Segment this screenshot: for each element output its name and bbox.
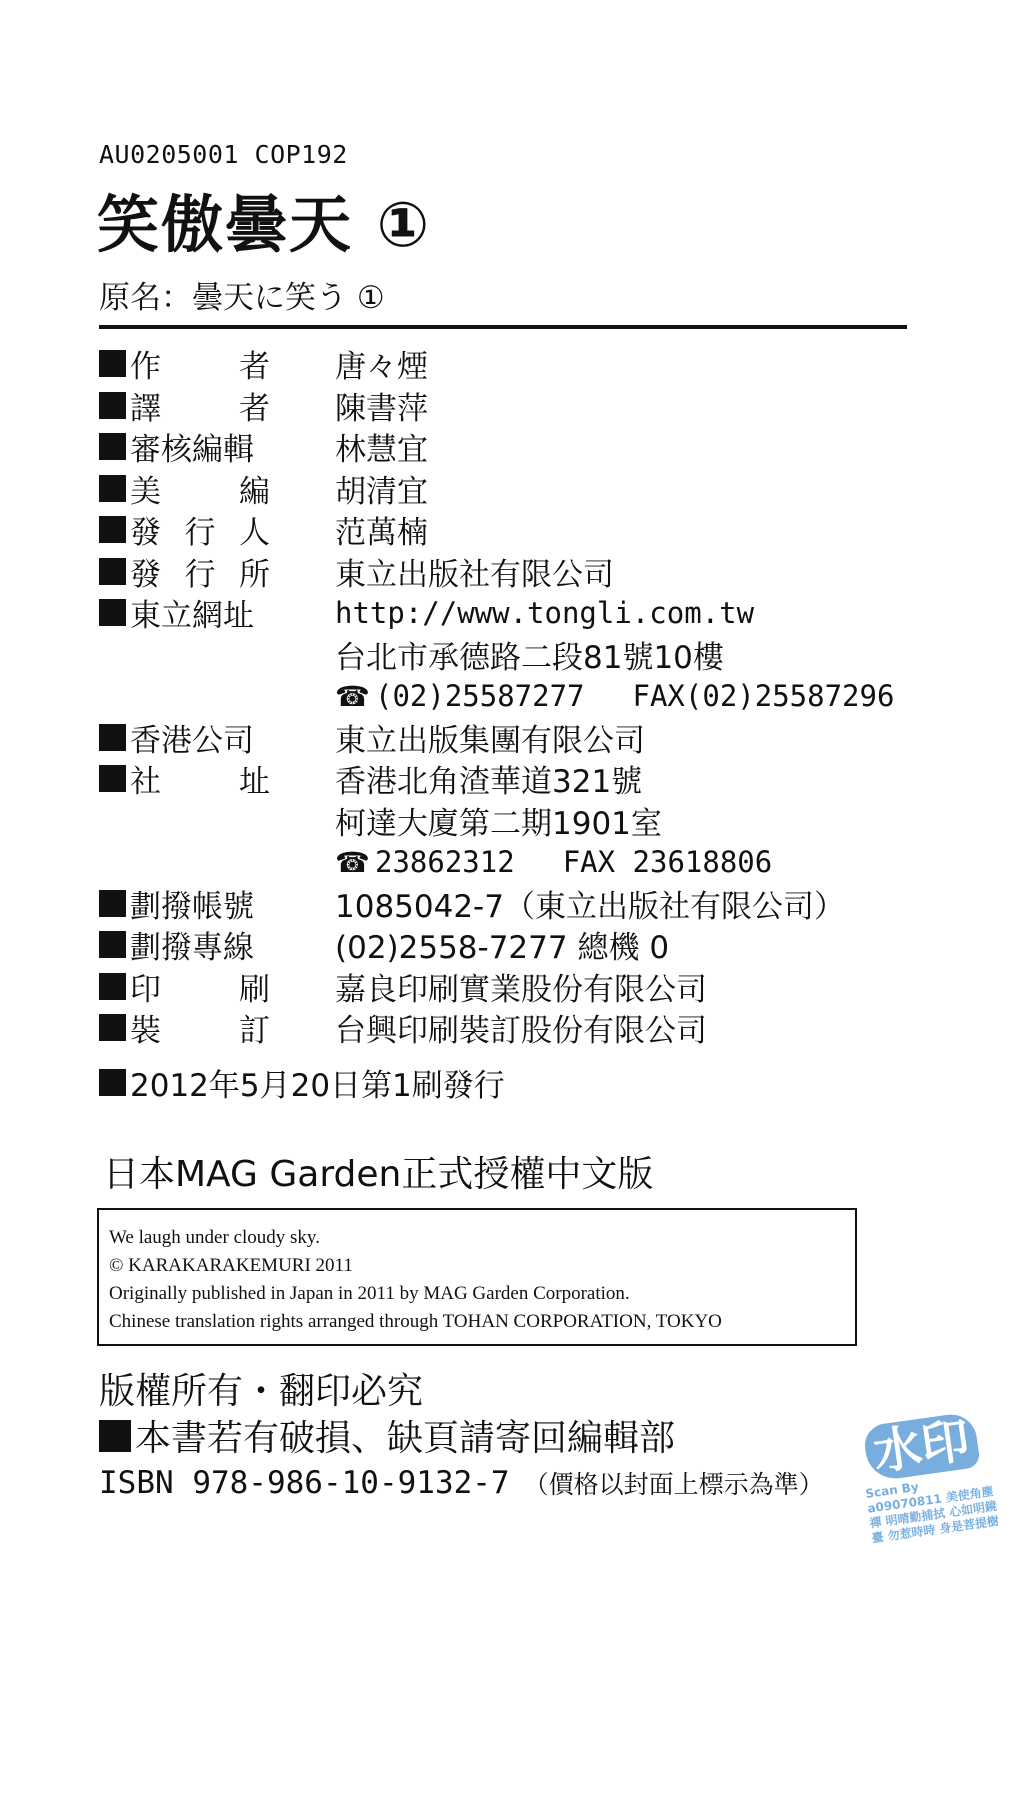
- credit-label-text: 印 刷: [130, 971, 270, 1008]
- watermark-main: 水印: [862, 1411, 981, 1482]
- catalog-code: AU0205001 COP192: [99, 140, 348, 169]
- credit-value: [335, 632, 724, 677]
- damage-notice: [99, 1410, 675, 1461]
- bullet-square-icon: [99, 890, 126, 917]
- credit-value: [335, 595, 754, 631]
- credit-label-text: 裝 訂: [130, 1013, 270, 1050]
- credit-row: [99, 1007, 939, 1049]
- bullet-square-icon: [99, 599, 126, 626]
- credit-value-text: 台北市承德路二段81號10樓: [335, 639, 724, 676]
- telephone-icon: ☎: [335, 845, 370, 879]
- copyright-line: We laugh under cloudy sky.: [109, 1227, 320, 1248]
- credit-row: [99, 758, 939, 800]
- credit-row: [99, 717, 939, 759]
- credit-value-text: 胡清宜: [335, 473, 428, 510]
- credit-value-text: 嘉良印刷實業股份有限公司: [335, 971, 707, 1008]
- credit-label: [99, 964, 329, 1009]
- fax-number: FAX(02)25587296: [632, 678, 895, 713]
- credit-value-text: 1085042-7（東立出版社有限公司）: [335, 888, 845, 925]
- original-title: 原名：曇天に笑う ①: [99, 280, 385, 316]
- copyright-line: © KARAKARAKEMURI 2011: [109, 1255, 353, 1276]
- watermark-sub: Scan By a09070811 美使角塵禪 明晴勤捕拭 心如明鏡臺 勿惹時時 身是菩提樹: [864, 1479, 1000, 1546]
- credit-label: [99, 715, 329, 760]
- print-date: [99, 1060, 505, 1105]
- credit-row: [99, 426, 939, 468]
- credits-list: [99, 343, 939, 1049]
- credit-label-text: 香港公司: [130, 722, 254, 759]
- bullet-square-icon: [99, 724, 126, 751]
- credit-label-text: 劃撥專線: [130, 930, 254, 967]
- credit-value: [335, 922, 669, 967]
- bullet-square-icon: [99, 475, 126, 502]
- credit-row: [99, 592, 939, 634]
- print-date-text: 2012年5月20日第1刷發行: [130, 1068, 505, 1104]
- credit-label: [99, 341, 329, 386]
- credit-label-text: 作 者: [130, 349, 270, 386]
- credit-value-text: 陳書萍: [335, 390, 428, 427]
- rights-reserved: 版權所有・翻印必究: [99, 1371, 424, 1412]
- credit-value-text: 香港北角渣華道321號: [335, 764, 643, 801]
- credit-label: [99, 466, 329, 511]
- credit-value: [335, 844, 772, 880]
- license-statement: 日本MAG Garden正式授權中文版: [103, 1154, 654, 1195]
- credit-row: [99, 468, 939, 510]
- credit-label-text: 譯 者: [130, 390, 270, 427]
- credit-value: [335, 715, 645, 760]
- credit-row: [99, 551, 939, 593]
- credit-value: [335, 881, 845, 926]
- copyright-line: Chinese translation rights arranged through TOHAN CORPORATION, TOKYO: [109, 1311, 722, 1332]
- credit-value-text: 台興印刷裝訂股份有限公司: [335, 1013, 707, 1050]
- credit-row: [99, 800, 939, 842]
- credit-value-text: 范萬楠: [335, 515, 428, 552]
- credit-label: [99, 383, 329, 428]
- credit-label: [99, 590, 329, 635]
- credit-value: [335, 678, 894, 714]
- credit-value-text: http://www.tongli.com.tw: [335, 595, 755, 630]
- bullet-square-icon: [99, 973, 126, 1000]
- copyright-line: Originally published in Japan in 2011 by MAG Garden Corporation.: [109, 1283, 630, 1304]
- bullet-square-icon: [99, 516, 126, 543]
- credit-row: [99, 343, 939, 385]
- credit-label-text: 審核編輯: [130, 432, 254, 469]
- credit-label-text: 美 編: [130, 473, 270, 510]
- credit-row: [99, 675, 939, 717]
- book-title: 笑傲曇天 ①: [97, 188, 432, 261]
- credit-row: [99, 883, 939, 925]
- credit-value: [335, 1005, 707, 1050]
- credit-row: [99, 966, 939, 1008]
- bullet-square-icon: [99, 1069, 126, 1096]
- damage-notice-text: 本書若有破損、缺頁請寄回編輯部: [135, 1418, 676, 1459]
- credit-value-text: (02)2558-7277 總機 0: [335, 930, 670, 967]
- bullet-square-icon: [99, 931, 126, 958]
- credit-value-text: 唐々煙: [335, 349, 428, 386]
- credit-label: [99, 756, 329, 801]
- credit-value: [335, 507, 428, 552]
- bullet-square-icon: [99, 1420, 131, 1452]
- copyright-box: [97, 1208, 857, 1346]
- credit-label: [99, 549, 329, 594]
- credit-value: [335, 341, 428, 386]
- credit-label-text: 發 行 所: [130, 556, 270, 593]
- credit-value-text: 東立出版集團有限公司: [335, 722, 645, 759]
- credit-label-text: 社 址: [130, 764, 270, 801]
- telephone-icon: ☎: [335, 679, 370, 713]
- credit-label: [99, 922, 329, 967]
- credit-value: [335, 383, 428, 428]
- credit-row: [99, 924, 939, 966]
- credit-label: [99, 424, 329, 469]
- bullet-square-icon: [99, 1014, 126, 1041]
- credit-value: [335, 798, 662, 843]
- scanner-watermark: [852, 1409, 1008, 1576]
- credit-value: [335, 424, 428, 469]
- credit-label-text: 發 行 人: [130, 515, 270, 552]
- credit-value: [335, 466, 428, 511]
- isbn-number: ISBN 978-986-10-9132-7: [99, 1465, 510, 1501]
- credit-row: [99, 385, 939, 427]
- credit-value-text: (02)25587277: [375, 678, 585, 713]
- credit-label-text: 東立網址: [130, 598, 254, 635]
- isbn-line: [99, 1465, 824, 1501]
- credit-row: [99, 841, 939, 883]
- credit-row: [99, 634, 939, 676]
- credit-value-text: 林慧宜: [335, 432, 428, 469]
- price-note: （價格以封面上標示為準）: [523, 1470, 824, 1499]
- credit-label: [99, 1005, 329, 1050]
- bullet-square-icon: [99, 350, 126, 377]
- credit-value: [335, 756, 642, 801]
- credit-value-text: 柯達大廈第二期1901室: [335, 805, 662, 842]
- credit-label: [99, 881, 329, 926]
- bullet-square-icon: [99, 558, 126, 585]
- fax-number: FAX 23618806: [562, 844, 773, 879]
- credit-value: [335, 549, 614, 594]
- credit-label: [99, 507, 329, 552]
- bullet-square-icon: [99, 433, 126, 460]
- credit-label-text: 劃撥帳號: [130, 888, 254, 925]
- bullet-square-icon: [99, 392, 126, 419]
- credit-value: [335, 964, 707, 1009]
- credit-value-text: 東立出版社有限公司: [335, 556, 614, 593]
- bullet-square-icon: [99, 765, 126, 792]
- credit-row: [99, 509, 939, 551]
- header-divider: [99, 325, 907, 329]
- credit-value-text: 23862312: [375, 844, 515, 879]
